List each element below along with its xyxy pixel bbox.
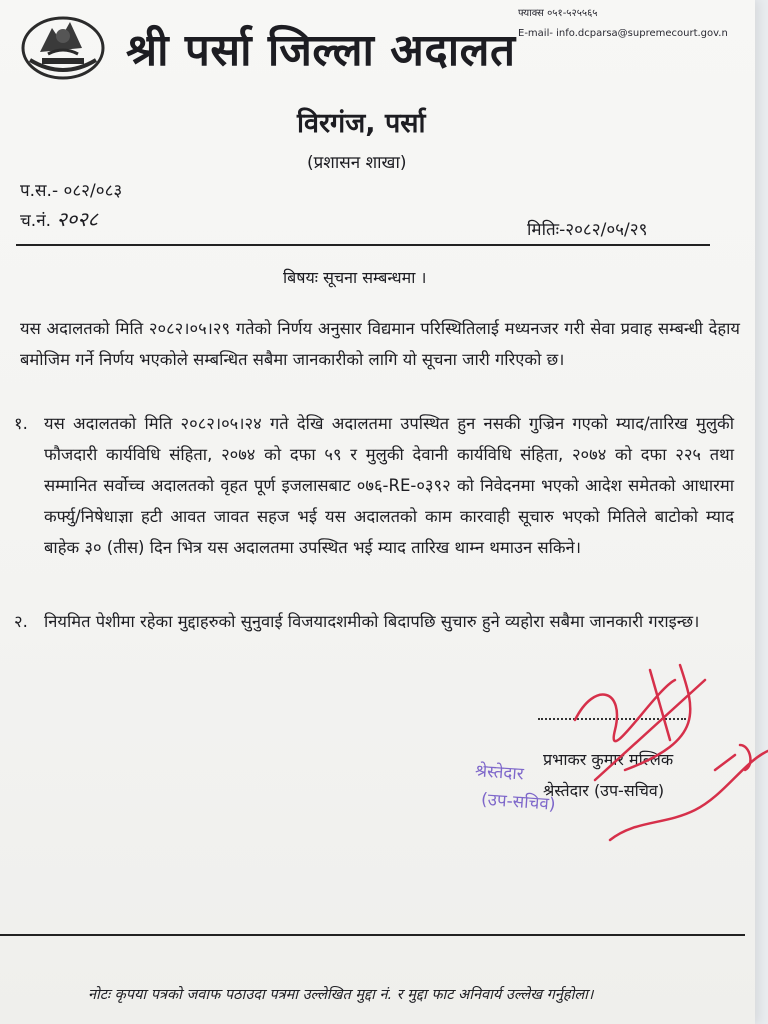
stamp-line-1: श्रेस्तेदार [474,761,525,785]
stamp-line-2: (उप-सचिव) [480,789,557,815]
branch-name: (प्रशासन शाखा) [307,153,407,173]
handwritten-signature [555,650,768,860]
list-item [14,606,734,637]
letter-date: मितिः-२०८२/०५/२९ [527,220,648,240]
footnote: नोटः कृपया पत्रको जवाफ पठाउदा पत्रमा उल्लेखित मुद्दा नं. र मुद्दा फाट अनिवार्य उल्लेख गर्नुहोला। [88,987,594,1003]
court-city: विरगंज, पर्सा [297,108,426,139]
header-divider [16,244,710,246]
fax-number: फ्याक्स ०५१-५२५५६५ [518,8,598,19]
footer-divider [0,934,745,936]
list-item-number: २. [14,612,28,631]
intro-paragraph: यस अदालतको मिति २०८२।०५।२९ गतेको निर्णय अनुसार विद्यमान परिस्थितिलाई मध्यनजर गरी सेवा प्रवाह सम्बन्धी देहाय बमोजिम गर्ने निर्णय भएकोले सम्बन्धित सबैमा जानकारीको लागि यो सूचना जारी गरिएको छ। [20,319,740,369]
signatory-name: प्रभाकर कुमार मल्लिक [543,750,674,769]
list-item-text: नियमित पेशीमा रहेका मुद्दाहरुको सुनुवाई विजयादशमीको बिदापछि सुचारु हुने व्यहोरा सबैमा जानकारी गराइन्छ। [44,612,700,631]
list-item-text: यस अदालतको मिति २०८२।०५।२४ गते देखि अदालतमा उपस्थित हुन नसकी गुज्रिन गएको म्याद/तारिख मुलुकी फौजदारी कार्यविधि संहिता, २०७४ को दफा ५९ र मुलुकी देवानी कार्यविधि संहिता, २०७४ को दफा २२५ तथा सम्मानित सर्वोच्च अदालतको वृहत पूर्ण इजलासबाट ०७६-RE-०३९२ को निवेदनमा भएको आदेश समेतको आधारमा कर्फ्यु/निषेधाज्ञा हटी आवत जावत सहज भई यस अदालतको काम कारवाही सूचारु भएको मितिले बाटोको म्याद बाहेक ३० (तीस) दिन भित्र यस अदालतमा उपस्थित भई म्याद तारिख थाम्न थमाउन सकिने। [44,414,734,557]
email-address: E-mail- info.dcparsa@supremecourt.gov.n [518,28,728,39]
dispatch-label: च.नं. [20,211,52,231]
dispatch-number-line [20,205,98,232]
list-item-number: १. [14,414,28,433]
signatory-role: श्रेस्तेदार (उप-सचिव) [543,781,665,800]
nepal-emblem-logo [18,10,108,82]
court-name-heading: श्री पर्सा जिल्ला अदालत [126,25,516,76]
subject-line: बिषयः सूचना सम्बन्धमा । [283,268,427,287]
list-item [14,408,734,563]
official-stamp [472,757,558,819]
contact-info [518,4,728,44]
dispatch-number: २०२८ [56,207,99,231]
fiscal-year: प.स.- ०८२/०८३ [20,181,123,201]
